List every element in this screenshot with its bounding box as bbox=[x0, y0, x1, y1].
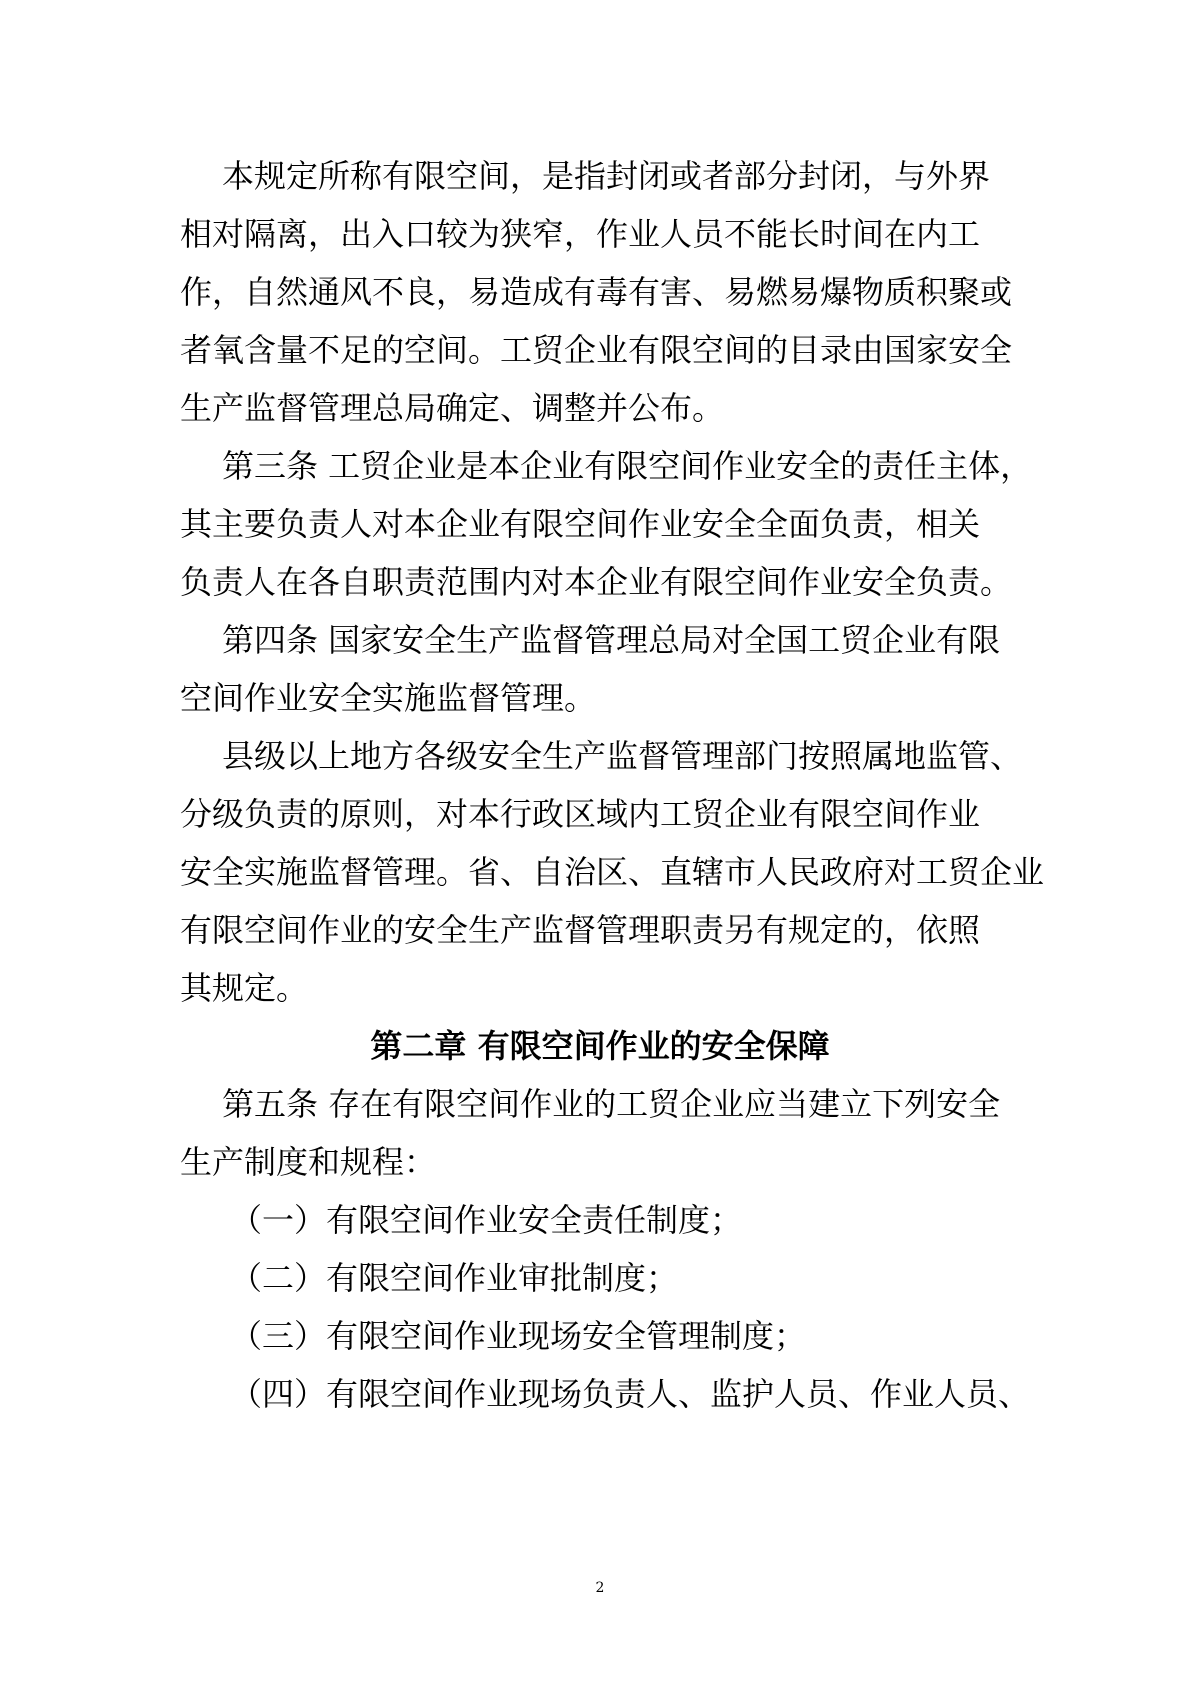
paragraph-line: 安全实施监督管理。省、自治区、直辖市人民政府对工贸企业 bbox=[180, 853, 1045, 891]
paragraph-line: 县级以上地方各级安全生产监督管理部门按照属地监管、 bbox=[222, 737, 1023, 775]
paragraph-line: 有限空间作业的安全生产监督管理职责另有规定的，依照 bbox=[180, 911, 981, 949]
paragraph-line: 本规定所称有限空间，是指封闭或者部分封闭，与外界 bbox=[222, 157, 991, 195]
list-item: （一）有限空间作业安全责任制度； bbox=[230, 1201, 743, 1239]
paragraph-line: 分级负责的原则，对本行政区域内工贸企业有限空间作业 bbox=[180, 795, 981, 833]
paragraph-line: 生产监督管理总局确定、调整并公布。 bbox=[180, 389, 725, 427]
list-item: （四）有限空间作业现场负责人、监护人员、作业人员、 bbox=[230, 1375, 1031, 1413]
list-item: （三）有限空间作业现场安全管理制度； bbox=[230, 1317, 807, 1355]
article-5-line: 生产制度和规程： bbox=[180, 1143, 437, 1181]
article-3-line: 其主要负责人对本企业有限空间作业安全全面负责，相关 bbox=[180, 505, 981, 543]
article-4-line: 第四条 国家安全生产监督管理总局对全国工贸企业有限 bbox=[222, 621, 1001, 659]
article-3-line: 第三条 工贸企业是本企业有限空间作业安全的责任主体， bbox=[222, 447, 1033, 485]
article-4-line: 空间作业安全实施监督管理。 bbox=[180, 679, 597, 717]
paragraph-line: 其规定。 bbox=[180, 969, 309, 1007]
list-item: （二）有限空间作业审批制度； bbox=[230, 1259, 679, 1297]
page-number: 2 bbox=[595, 1580, 605, 1596]
article-5-line: 第五条 存在有限空间作业的工贸企业应当建立下列安全 bbox=[222, 1085, 1001, 1123]
paragraph-line: 作，自然通风不良，易造成有毒有害、易燃易爆物质积聚或 bbox=[180, 273, 1013, 311]
paragraph-line: 者氧含量不足的空间。工贸企业有限空间的目录由国家安全 bbox=[180, 331, 1013, 369]
article-3-line: 负责人在各自职责范围内对本企业有限空间作业安全负责。 bbox=[180, 563, 1013, 601]
paragraph-line: 相对隔离，出入口较为狭窄，作业人员不能长时间在内工 bbox=[180, 215, 981, 253]
chapter-heading: 第二章 有限空间作业的安全保障 bbox=[370, 1027, 830, 1065]
